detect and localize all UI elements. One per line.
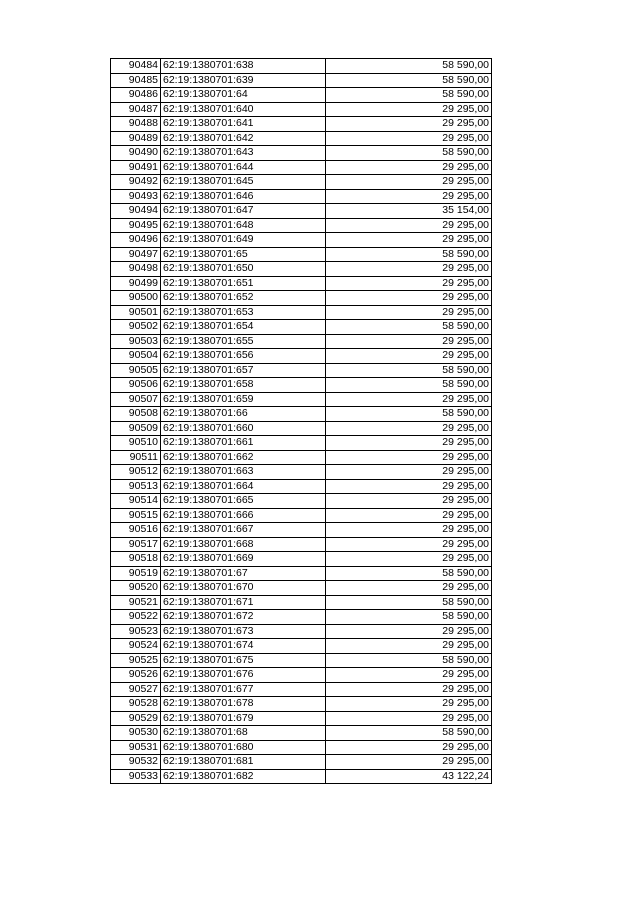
registry-table	[110, 58, 492, 784]
cadastral-number-cell: 62:19:1380701:638	[161, 59, 326, 74]
cadastral-number-cell: 62:19:1380701:657	[161, 363, 326, 378]
row-number-cell: 90489	[111, 131, 161, 146]
row-number-cell: 90491	[111, 160, 161, 175]
row-number-cell: 90523	[111, 624, 161, 639]
cadastral-number-cell: 62:19:1380701:67	[161, 566, 326, 581]
table-row	[111, 233, 492, 248]
amount-cell: 58 590,00	[326, 146, 492, 161]
cadastral-number-cell: 62:19:1380701:652	[161, 291, 326, 306]
cadastral-number-cell: 62:19:1380701:650	[161, 262, 326, 277]
cadastral-number-cell: 62:19:1380701:66	[161, 407, 326, 422]
table-row	[111, 421, 492, 436]
cadastral-number-cell: 62:19:1380701:646	[161, 189, 326, 204]
row-number-cell: 90533	[111, 769, 161, 784]
cadastral-number-cell: 62:19:1380701:677	[161, 682, 326, 697]
table-row	[111, 552, 492, 567]
cadastral-number-cell: 62:19:1380701:64	[161, 88, 326, 103]
row-number-cell: 90486	[111, 88, 161, 103]
amount-cell: 29 295,00	[326, 392, 492, 407]
row-number-cell: 90528	[111, 697, 161, 712]
row-number-cell: 90530	[111, 726, 161, 741]
table-row	[111, 610, 492, 625]
amount-cell: 29 295,00	[326, 233, 492, 248]
table-row	[111, 436, 492, 451]
amount-cell: 58 590,00	[326, 407, 492, 422]
amount-cell: 58 590,00	[326, 363, 492, 378]
table-row	[111, 769, 492, 784]
cadastral-number-cell: 62:19:1380701:672	[161, 610, 326, 625]
table-row	[111, 276, 492, 291]
amount-cell: 29 295,00	[326, 450, 492, 465]
row-number-cell: 90492	[111, 175, 161, 190]
table-row	[111, 88, 492, 103]
amount-cell: 29 295,00	[326, 711, 492, 726]
table-row	[111, 291, 492, 306]
amount-cell: 29 295,00	[326, 552, 492, 567]
cadastral-number-cell: 62:19:1380701:676	[161, 668, 326, 683]
table-row	[111, 59, 492, 74]
table-row	[111, 378, 492, 393]
amount-cell: 29 295,00	[326, 537, 492, 552]
row-number-cell: 90529	[111, 711, 161, 726]
table-row	[111, 581, 492, 596]
amount-cell: 58 590,00	[326, 653, 492, 668]
amount-cell: 29 295,00	[326, 436, 492, 451]
row-number-cell: 90496	[111, 233, 161, 248]
cadastral-number-cell: 62:19:1380701:654	[161, 320, 326, 335]
cadastral-number-cell: 62:19:1380701:671	[161, 595, 326, 610]
amount-cell: 29 295,00	[326, 160, 492, 175]
table-row	[111, 450, 492, 465]
amount-cell: 58 590,00	[326, 610, 492, 625]
row-number-cell: 90511	[111, 450, 161, 465]
table-row	[111, 523, 492, 538]
cadastral-number-cell: 62:19:1380701:682	[161, 769, 326, 784]
cadastral-number-cell: 62:19:1380701:65	[161, 247, 326, 262]
table-row	[111, 204, 492, 219]
table-row	[111, 653, 492, 668]
amount-cell: 29 295,00	[326, 581, 492, 596]
cadastral-number-cell: 62:19:1380701:649	[161, 233, 326, 248]
cadastral-number-cell: 62:19:1380701:659	[161, 392, 326, 407]
row-number-cell: 90501	[111, 305, 161, 320]
cadastral-number-cell: 62:19:1380701:644	[161, 160, 326, 175]
row-number-cell: 90508	[111, 407, 161, 422]
table-row	[111, 726, 492, 741]
row-number-cell: 90520	[111, 581, 161, 596]
row-number-cell: 90510	[111, 436, 161, 451]
table-row	[111, 566, 492, 581]
row-number-cell: 90498	[111, 262, 161, 277]
amount-cell: 58 590,00	[326, 247, 492, 262]
cadastral-number-cell: 62:19:1380701:681	[161, 755, 326, 770]
amount-cell: 58 590,00	[326, 320, 492, 335]
row-number-cell: 90516	[111, 523, 161, 538]
amount-cell: 29 295,00	[326, 334, 492, 349]
cadastral-number-cell: 62:19:1380701:667	[161, 523, 326, 538]
amount-cell: 29 295,00	[326, 102, 492, 117]
amount-cell: 43 122,24	[326, 769, 492, 784]
amount-cell: 29 295,00	[326, 291, 492, 306]
table-row	[111, 537, 492, 552]
table-row	[111, 247, 492, 262]
cadastral-number-cell: 62:19:1380701:669	[161, 552, 326, 567]
row-number-cell: 90527	[111, 682, 161, 697]
table-row	[111, 392, 492, 407]
amount-cell: 58 590,00	[326, 595, 492, 610]
cadastral-number-cell: 62:19:1380701:658	[161, 378, 326, 393]
row-number-cell: 90493	[111, 189, 161, 204]
table-row	[111, 262, 492, 277]
cadastral-number-cell: 62:19:1380701:647	[161, 204, 326, 219]
table-row	[111, 146, 492, 161]
row-number-cell: 90509	[111, 421, 161, 436]
table-row	[111, 624, 492, 639]
amount-cell: 29 295,00	[326, 305, 492, 320]
amount-cell: 58 590,00	[326, 88, 492, 103]
amount-cell: 29 295,00	[326, 189, 492, 204]
table-row	[111, 755, 492, 770]
row-number-cell: 90513	[111, 479, 161, 494]
amount-cell: 29 295,00	[326, 508, 492, 523]
table-row	[111, 494, 492, 509]
row-number-cell: 90514	[111, 494, 161, 509]
table-row	[111, 639, 492, 654]
row-number-cell: 90521	[111, 595, 161, 610]
amount-cell: 29 295,00	[326, 494, 492, 509]
cadastral-number-cell: 62:19:1380701:666	[161, 508, 326, 523]
row-number-cell: 90506	[111, 378, 161, 393]
amount-cell: 29 295,00	[326, 479, 492, 494]
row-number-cell: 90502	[111, 320, 161, 335]
table-row	[111, 349, 492, 364]
table-row	[111, 131, 492, 146]
row-number-cell: 90499	[111, 276, 161, 291]
table-row	[111, 595, 492, 610]
table-row	[111, 682, 492, 697]
cadastral-number-cell: 62:19:1380701:670	[161, 581, 326, 596]
amount-cell: 58 590,00	[326, 378, 492, 393]
row-number-cell: 90519	[111, 566, 161, 581]
cadastral-number-cell: 62:19:1380701:665	[161, 494, 326, 509]
row-number-cell: 90505	[111, 363, 161, 378]
cadastral-number-cell: 62:19:1380701:68	[161, 726, 326, 741]
table-row	[111, 73, 492, 88]
row-number-cell: 90532	[111, 755, 161, 770]
cadastral-number-cell: 62:19:1380701:679	[161, 711, 326, 726]
cadastral-number-cell: 62:19:1380701:639	[161, 73, 326, 88]
cadastral-number-cell: 62:19:1380701:660	[161, 421, 326, 436]
cadastral-number-cell: 62:19:1380701:663	[161, 465, 326, 480]
amount-cell: 29 295,00	[326, 682, 492, 697]
amount-cell: 29 295,00	[326, 697, 492, 712]
amount-cell: 58 590,00	[326, 73, 492, 88]
amount-cell: 29 295,00	[326, 175, 492, 190]
amount-cell: 58 590,00	[326, 566, 492, 581]
amount-cell: 29 295,00	[326, 421, 492, 436]
registry-table-body	[111, 59, 492, 784]
amount-cell: 35 154,00	[326, 204, 492, 219]
table-row	[111, 305, 492, 320]
amount-cell: 29 295,00	[326, 262, 492, 277]
row-number-cell: 90531	[111, 740, 161, 755]
table-row	[111, 740, 492, 755]
amount-cell: 29 295,00	[326, 465, 492, 480]
table-row	[111, 363, 492, 378]
cadastral-number-cell: 62:19:1380701:661	[161, 436, 326, 451]
amount-cell: 29 295,00	[326, 117, 492, 132]
amount-cell: 29 295,00	[326, 755, 492, 770]
amount-cell: 29 295,00	[326, 218, 492, 233]
table-row	[111, 479, 492, 494]
cadastral-number-cell: 62:19:1380701:678	[161, 697, 326, 712]
row-number-cell: 90515	[111, 508, 161, 523]
amount-cell: 29 295,00	[326, 523, 492, 538]
table-row	[111, 697, 492, 712]
row-number-cell: 90500	[111, 291, 161, 306]
row-number-cell: 90485	[111, 73, 161, 88]
row-number-cell: 90497	[111, 247, 161, 262]
row-number-cell: 90512	[111, 465, 161, 480]
row-number-cell: 90494	[111, 204, 161, 219]
cadastral-number-cell: 62:19:1380701:640	[161, 102, 326, 117]
table-row	[111, 508, 492, 523]
table-row	[111, 175, 492, 190]
row-number-cell: 90507	[111, 392, 161, 407]
amount-cell: 58 590,00	[326, 726, 492, 741]
cadastral-number-cell: 62:19:1380701:668	[161, 537, 326, 552]
row-number-cell: 90524	[111, 639, 161, 654]
cadastral-number-cell: 62:19:1380701:653	[161, 305, 326, 320]
table-row	[111, 320, 492, 335]
table-row	[111, 711, 492, 726]
row-number-cell: 90518	[111, 552, 161, 567]
cadastral-number-cell: 62:19:1380701:664	[161, 479, 326, 494]
cadastral-number-cell: 62:19:1380701:656	[161, 349, 326, 364]
cadastral-number-cell: 62:19:1380701:642	[161, 131, 326, 146]
cadastral-number-cell: 62:19:1380701:645	[161, 175, 326, 190]
amount-cell: 29 295,00	[326, 740, 492, 755]
table-row	[111, 334, 492, 349]
cadastral-number-cell: 62:19:1380701:651	[161, 276, 326, 291]
row-number-cell: 90484	[111, 59, 161, 74]
row-number-cell: 90488	[111, 117, 161, 132]
amount-cell: 29 295,00	[326, 624, 492, 639]
table-row	[111, 668, 492, 683]
cadastral-number-cell: 62:19:1380701:655	[161, 334, 326, 349]
row-number-cell: 90504	[111, 349, 161, 364]
row-number-cell: 90495	[111, 218, 161, 233]
row-number-cell: 90487	[111, 102, 161, 117]
table-row	[111, 218, 492, 233]
amount-cell: 29 295,00	[326, 276, 492, 291]
cadastral-number-cell: 62:19:1380701:641	[161, 117, 326, 132]
cadastral-number-cell: 62:19:1380701:680	[161, 740, 326, 755]
row-number-cell: 90517	[111, 537, 161, 552]
row-number-cell: 90522	[111, 610, 161, 625]
cadastral-number-cell: 62:19:1380701:673	[161, 624, 326, 639]
amount-cell: 29 295,00	[326, 349, 492, 364]
row-number-cell: 90503	[111, 334, 161, 349]
amount-cell: 29 295,00	[326, 639, 492, 654]
amount-cell: 29 295,00	[326, 131, 492, 146]
table-row	[111, 102, 492, 117]
cadastral-number-cell: 62:19:1380701:662	[161, 450, 326, 465]
cadastral-number-cell: 62:19:1380701:674	[161, 639, 326, 654]
table-row	[111, 189, 492, 204]
row-number-cell: 90525	[111, 653, 161, 668]
row-number-cell: 90490	[111, 146, 161, 161]
row-number-cell: 90526	[111, 668, 161, 683]
table-row	[111, 465, 492, 480]
cadastral-number-cell: 62:19:1380701:648	[161, 218, 326, 233]
table-row	[111, 160, 492, 175]
amount-cell: 58 590,00	[326, 59, 492, 74]
table-row	[111, 117, 492, 132]
cadastral-number-cell: 62:19:1380701:643	[161, 146, 326, 161]
amount-cell: 29 295,00	[326, 668, 492, 683]
cadastral-number-cell: 62:19:1380701:675	[161, 653, 326, 668]
table-row	[111, 407, 492, 422]
